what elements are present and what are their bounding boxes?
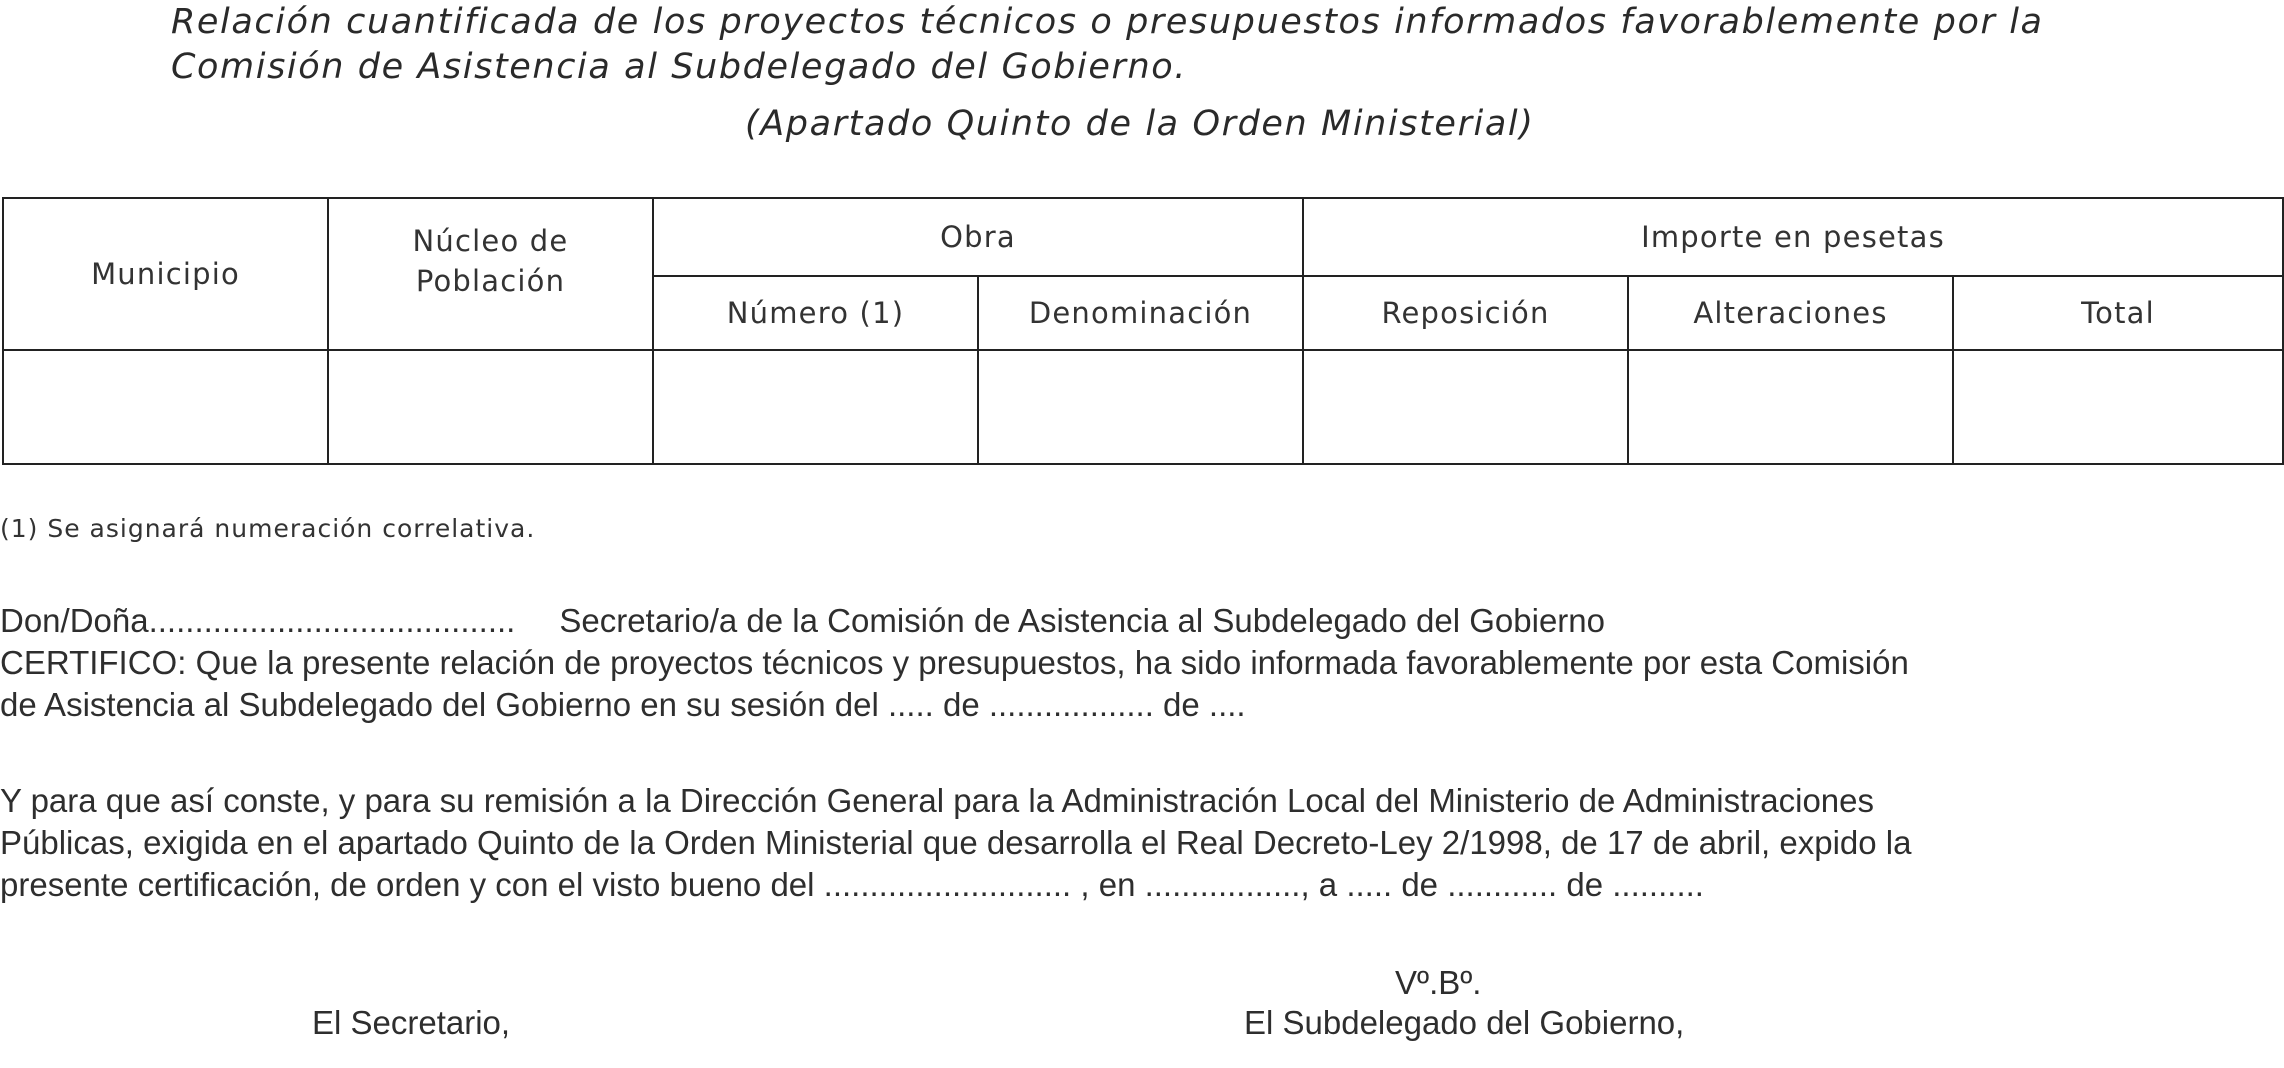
header-municipio: Municipio: [3, 198, 328, 350]
conste-line-1: Y para que así conste, y para su remisión a la Dirección General para la Administración Local del Ministerio de Administraciones: [0, 782, 1875, 819]
header-nucleo-poblacion: [328, 198, 653, 350]
cell-total: [1953, 350, 2283, 464]
title-line-3: (Apartado Quinto de la Orden Ministerial): [745, 104, 1535, 144]
header-nucleo-line1: Núcleo de: [412, 224, 569, 258]
header-reposicion: Reposición: [1303, 276, 1628, 350]
header-denominacion: Denominación: [978, 276, 1303, 350]
visto-bueno: Vº.Bº.: [1395, 964, 1482, 1001]
title-line-2: Comisión de Asistencia al Subdelegado del Gobierno.: [171, 47, 1188, 87]
projects-table: [2, 197, 2284, 465]
conste-line-2: Públicas, exigida en el apartado Quinto de la Orden Ministerial que desarrolla el Real Decreto-Ley 2/1998, de 17 de abril, expido la: [0, 824, 1912, 861]
signature-secretario: El Secretario,: [312, 1004, 511, 1041]
header-obra: Obra: [653, 198, 1303, 276]
table-footnote: (1) Se asignará numeración correlativa.: [0, 514, 536, 543]
header-nucleo-line2: Población: [415, 264, 566, 298]
cell-reposicion: [1303, 350, 1628, 464]
title-line-1: Relación cuantificada de los proyectos técnicos o presupuestos informados favorablemente por la: [171, 2, 2044, 42]
cell-numero: [653, 350, 978, 464]
header-alteraciones: Alteraciones: [1628, 276, 1953, 350]
conste-line-3: presente certificación, de orden y con el visto bueno del ........................... , en ................., a ..... de ............ de ..........: [0, 866, 1704, 903]
table-header-row-1: [3, 198, 2283, 276]
table-row: [3, 350, 2283, 464]
signature-subdelegado: El Subdelegado del Gobierno,: [1244, 1004, 1685, 1041]
cell-nucleo: [328, 350, 653, 464]
cell-municipio: [3, 350, 328, 464]
cell-denominacion: [978, 350, 1303, 464]
certifico-line-1: CERTIFICO: Que la presente relación de proyectos técnicos y presupuestos, ha sido informada favorablemente por esta Comisión: [0, 644, 1909, 681]
certifico-line-2: de Asistencia al Subdelegado del Gobierno en su sesión del ..... de .................. de ....: [0, 686, 1246, 723]
header-numero: Número (1): [653, 276, 978, 350]
don-field: Don/Doña........................................: [0, 602, 516, 639]
cell-alteraciones: [1628, 350, 1953, 464]
don-line: [0, 600, 1605, 642]
secretario-role: Secretario/a de la Comisión de Asistencia al Subdelegado del Gobierno: [559, 602, 1605, 639]
header-total: Total: [1953, 276, 2283, 350]
header-importe: Importe en pesetas: [1303, 198, 2283, 276]
